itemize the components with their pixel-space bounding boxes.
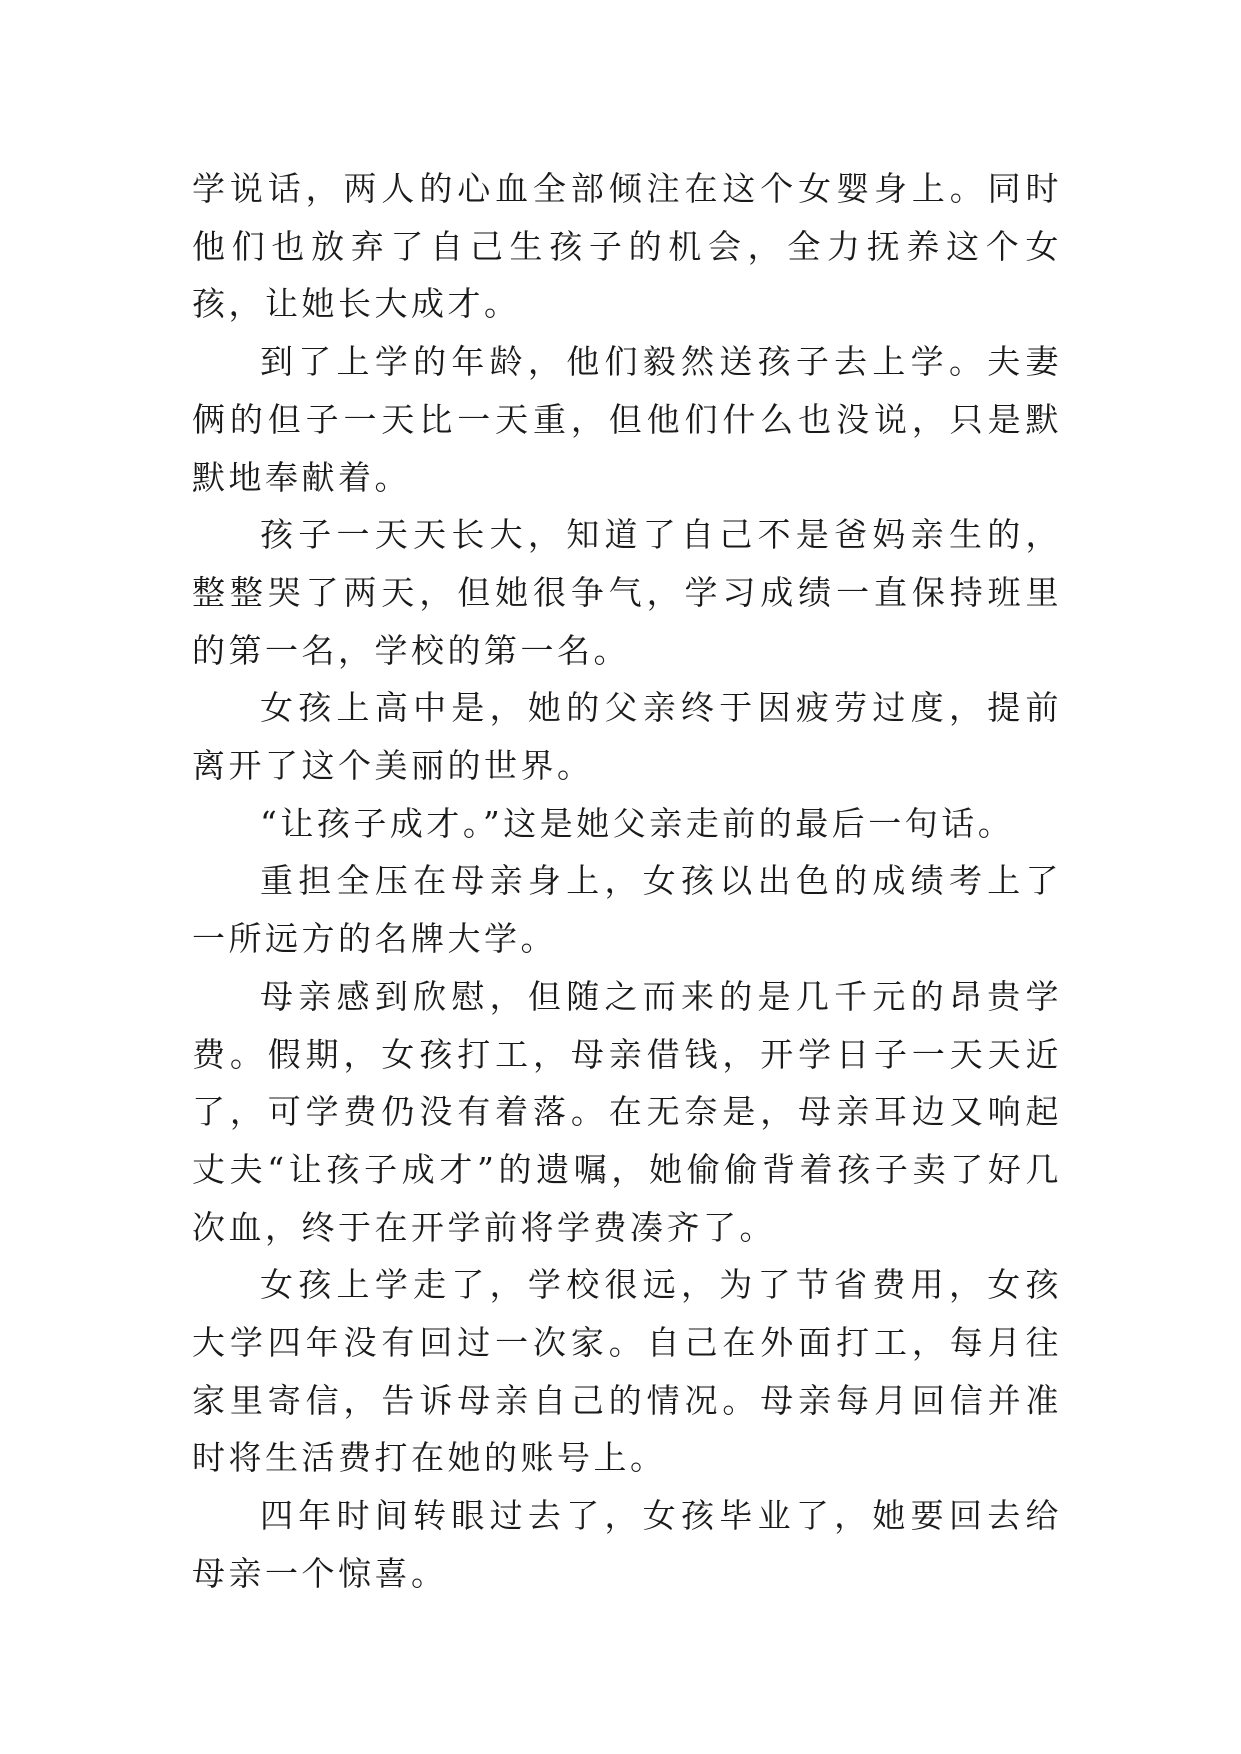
- paragraph-5: “让孩子成才。”这是她父亲走前的最后一句话。: [260, 803, 1015, 843]
- paragraph-4: 女孩上高中是，她的父亲终于因疲劳过度，提前离开了这个美丽的世界。: [192, 688, 1062, 786]
- paragraph-2: 到了上学的年龄，他们毅然送孩子去上学。夫妻俩的但子一天比一天重，但他们什么也没说，只是默默地奉献着。: [192, 342, 1062, 497]
- paragraph-3: 孩子一天天长大，知道了自己不是爸妈亲生的，整整哭了两天，但她很争气，学习成绩一直保持班里的第一名，学校的第一名。: [192, 515, 1062, 670]
- paragraph-9: 四年时间转眼过去了，女孩毕业了，她要回去给母亲一个惊喜。: [192, 1496, 1062, 1593]
- paragraph-1: 学说话，两人的心血全部倾注在这个女婴身上。同时他们也放弃了自己生孩子的机会，全力抚养这个女孩，让她长大成才。: [192, 169, 1062, 324]
- paragraph-6: 重担全压在母亲身上，女孩以出色的成绩考上了一所远方的名牌大学。: [192, 861, 1062, 959]
- paragraph-7: 母亲感到欣慰，但随之而来的是几千元的昂贵学费。假期，女孩打工，母亲借钱，开学日子一天天近了，可学费仍没有着落。在无奈是，母亲耳边又响起丈夫“让孩子成才”的遗嘱，她偷偷背着孩子卖了好几次血，终于在开学前将学费凑齐了。: [192, 976, 1062, 1247]
- paragraph-8: 女孩上学走了，学校很远，为了节省费用，女孩大学四年没有回过一次家。自己在外面打工，每月往家里寄信，告诉母亲自己的情况。母亲每月回信并准时将生活费打在她的账号上。: [192, 1265, 1062, 1478]
- body-text: [192, 160, 1062, 1603]
